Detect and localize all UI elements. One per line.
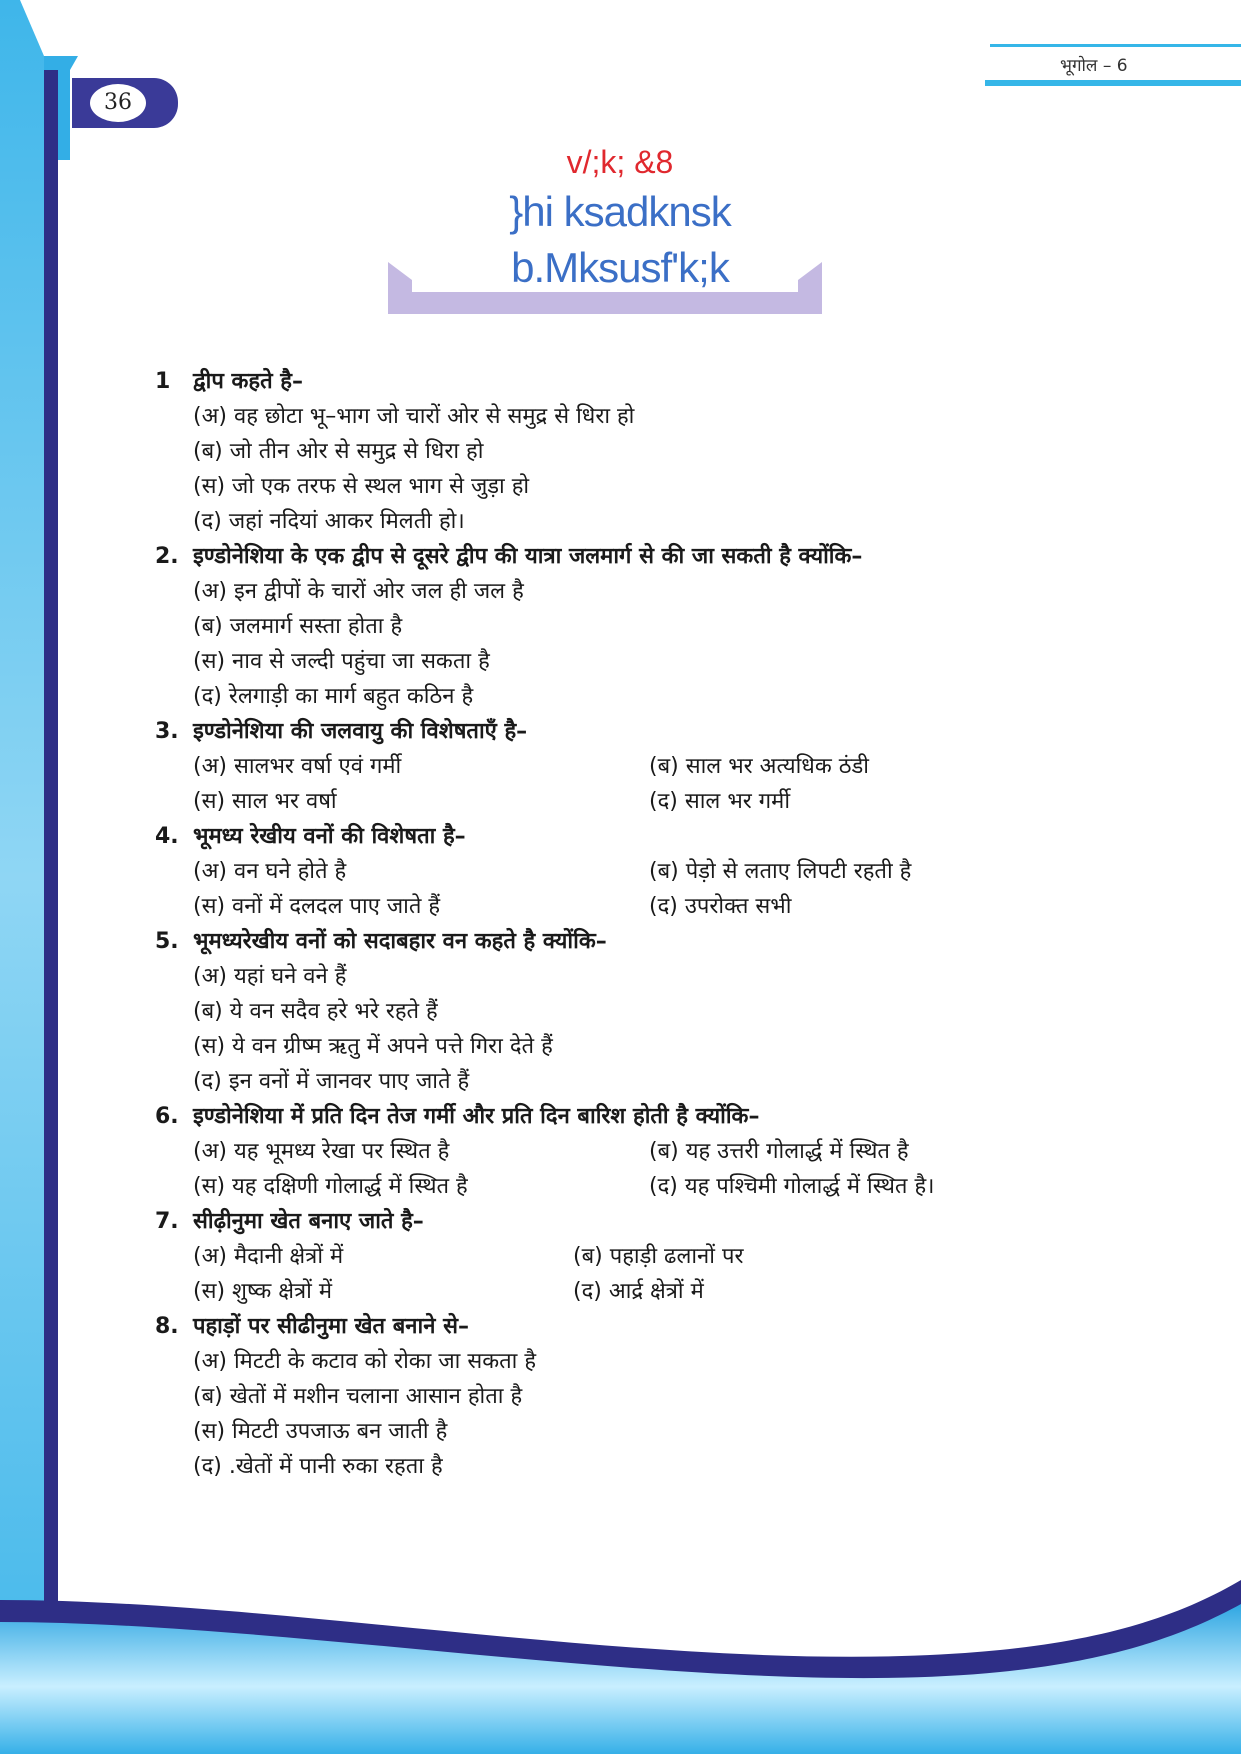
answer-option: (अ) यहां घने वने हैं — [193, 964, 347, 989]
question-stem: द्वीप कहते है– — [193, 369, 303, 394]
question-text — [155, 1099, 1115, 1134]
answer-option: (ब) ये वन सदैव हरे भरे रहते हैं — [193, 999, 438, 1024]
answer-option: (ब) पहाड़ी ढलानों पर — [573, 1244, 744, 1269]
question-block — [155, 714, 1115, 819]
answer-option: (ब) पेड़ो से लताए लिपटी रहती है — [649, 859, 912, 884]
left-decorative-band — [0, 0, 80, 1754]
answer-option: (अ) इन द्वीपों के चारों ओर जल ही जल है — [193, 579, 524, 604]
answer-option: (ब) खेतों में मशीन चलाना आसान होता है — [193, 1384, 523, 1409]
answer-option: (द) जहां नदियां आकर मिलती हो। — [193, 509, 465, 534]
answer-option: (अ) मैदानी क्षेत्रों में — [193, 1244, 344, 1269]
answer-option: (द) आर्द्र क्षेत्रों में — [573, 1279, 704, 1304]
running-header: भूगोल – 6 — [1060, 56, 1128, 76]
option-grid — [155, 1134, 1115, 1204]
answer-option: (अ) वन घने होते है — [193, 859, 347, 884]
answer-option: (द) रेलगाड़ी का मार्ग बहुत कठिन है — [193, 684, 474, 709]
question-block — [155, 364, 1115, 539]
option-grid — [155, 749, 1115, 819]
question-block — [155, 539, 1115, 714]
question-block — [155, 1309, 1115, 1484]
question-block — [155, 924, 1115, 1099]
answer-option: (स) यह दक्षिणी गोलार्द्ध में स्थित है — [193, 1174, 468, 1199]
answer-option: (अ) वह छोटा भू–भाग जो चारों ओर से समुद्र से धिरा हो — [193, 404, 635, 429]
header-rule-top — [990, 44, 1241, 47]
question-number: 2. — [155, 544, 179, 569]
question-stem: इण्डोनेशिया के एक द्वीप से दूसरे द्वीप की यात्रा जलमार्ग से की जा सकती है क्योंकि– — [193, 544, 863, 569]
page-number: 36 — [90, 84, 146, 122]
question-text — [155, 819, 1115, 854]
question-number: 8. — [155, 1314, 179, 1339]
option-grid — [155, 1239, 1115, 1309]
answer-option: (अ) यह भूमध्य रेखा पर स्थित है — [193, 1139, 450, 1164]
question-stem: सीढ़ीनुमा खेत बनाए जाते है– — [193, 1209, 424, 1234]
answer-option: (स) मिटटी उपजाऊ बन जाती है — [193, 1419, 448, 1444]
answer-option: (द) यह पश्चिमी गोलार्द्ध में स्थित है। — [649, 1174, 935, 1199]
question-number: 5. — [155, 929, 179, 954]
question-stem: भूमध्य रेखीय वनों की विशेषता है– — [193, 824, 466, 849]
question-stem: पहाड़ों पर सीढीनुमा खेत बनाने से– — [193, 1314, 469, 1339]
answer-option: (ब) साल भर अत्यधिक ठंडी — [649, 754, 869, 779]
answer-option: (स) वनों में दलदल पाए जाते हैं — [193, 894, 441, 919]
answer-option: (स) नाव से जल्दी पहुंचा जा सकता है — [193, 649, 490, 674]
answer-option: (अ) सालभर वर्षा एवं गर्मी — [193, 754, 402, 779]
option-grid — [155, 854, 1115, 924]
question-text — [155, 539, 1115, 574]
question-number: 4. — [155, 824, 179, 849]
header-rule-bottom — [985, 80, 1241, 86]
question-number: 6. — [155, 1104, 179, 1129]
question-number: 7. — [155, 1209, 179, 1234]
answer-option: (द) .खेतों में पानी रुका रहता है — [193, 1454, 443, 1479]
answer-option: (ब) जलमार्ग सस्ता होता है — [193, 614, 403, 639]
question-text — [155, 714, 1115, 749]
question-number: 1 — [155, 369, 171, 394]
question-number: 3. — [155, 719, 179, 744]
chapter-label: v/;k; &8 — [566, 144, 674, 180]
answer-option: (द) इन वनों में जानवर पाए जाते हैं — [193, 1069, 470, 1094]
question-stem: इण्डोनेशिया में प्रति दिन तेज गर्मी और प्रति दिन बारिश होती है क्योंकि– — [193, 1104, 760, 1129]
answer-option: (द) साल भर गर्मी — [649, 789, 791, 814]
question-text — [155, 1309, 1115, 1344]
question-list — [155, 364, 1115, 1484]
chapter-title-line-2: b.Mksusf'k;k — [511, 244, 729, 291]
answer-option: (द) उपरोक्त सभी — [649, 894, 792, 919]
question-block — [155, 1099, 1115, 1204]
question-stem: इण्डोनेशिया की जलवायु की विशेषताएँ है– — [193, 719, 528, 744]
answer-option: (ब) जो तीन ओर से समुद्र से धिरा हो — [193, 439, 484, 464]
answer-option: (स) शुष्क क्षेत्रों में — [193, 1279, 332, 1304]
question-text — [155, 1204, 1115, 1239]
answer-option: (ब) यह उत्तरी गोलार्द्ध में स्थित है — [649, 1139, 909, 1164]
question-block — [155, 819, 1115, 924]
question-text — [155, 364, 1115, 399]
answer-option: (स) जो एक तरफ से स्थल भाग से जुड़ा हो — [193, 474, 530, 499]
question-text — [155, 924, 1115, 959]
answer-option: (अ) मिटटी के कटाव को रोका जा सकता है — [193, 1349, 537, 1374]
answer-option: (स) ये वन ग्रीष्म ऋतु में अपने पत्ते गिरा देते हैं — [193, 1034, 553, 1059]
question-stem: भूमध्यरेखीय वनों को सदाबहार वन कहते है क्योंकि– — [193, 929, 607, 954]
bottom-wave-decoration — [0, 1560, 1241, 1754]
question-block — [155, 1204, 1115, 1309]
chapter-title-line-1: }hi ksadknsk — [509, 188, 731, 235]
answer-option: (स) साल भर वर्षा — [193, 789, 337, 814]
